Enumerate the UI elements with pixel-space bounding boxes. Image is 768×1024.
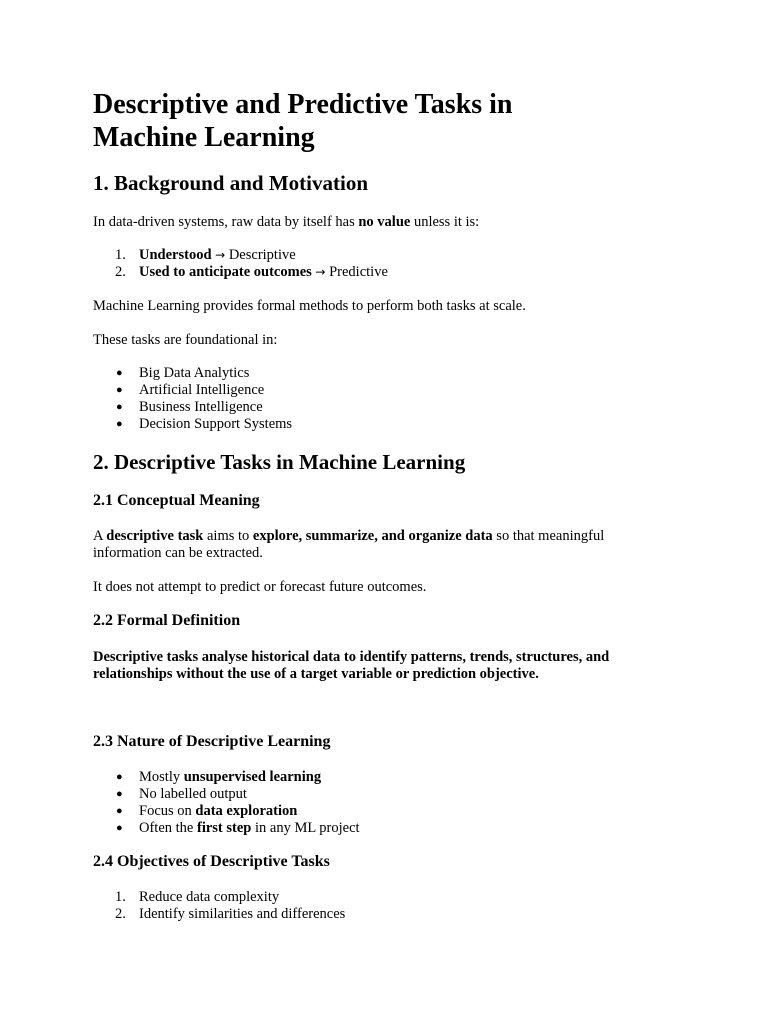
subsection-2-4-heading: 2.4 Objectives of Descriptive Tasks (93, 853, 330, 870)
para-bold: descriptive task (106, 528, 204, 544)
intro-bold: no value (358, 214, 411, 230)
formal-definition (93, 649, 609, 683)
definition-line-1: Descriptive tasks analyse historical data to identify patterns, trends, structures, and (93, 649, 610, 665)
intro-text-end: unless it is: (410, 214, 480, 230)
bullet-icon: ● (116, 401, 123, 413)
bullet-icon: ● (116, 788, 123, 800)
para-text: so that meaningful (492, 528, 605, 544)
subsection-2-3-heading: 2.3 Nature of Descriptive Learning (93, 733, 331, 750)
bullet-icon: ● (116, 805, 123, 817)
subsection-2-1-para-1 (93, 528, 604, 562)
section-1-para-2: Machine Learning provides formal methods to perform both tasks at scale. (93, 298, 526, 314)
section-1-heading: 1. Background and Motivation (93, 171, 368, 195)
section-1-para-3: These tasks are foundational in: (93, 332, 278, 348)
list-number: 1. (115, 889, 126, 905)
list-item-text: Mostly (139, 769, 184, 785)
list-item-text: Often the (139, 820, 197, 836)
title-line-2: Machine Learning (93, 122, 315, 153)
list-item-text: Decision Support Systems (139, 416, 293, 432)
arrow-icon: → (215, 248, 226, 262)
list-number: 1. (115, 247, 126, 263)
document-title (93, 88, 513, 154)
para-text: A (93, 528, 107, 544)
list-item-bold: Understood (139, 247, 212, 263)
bullet-icon: ● (116, 367, 123, 379)
subsection-2-2-heading: 2.2 Formal Definition (93, 612, 241, 629)
intro-text: In data-driven systems, raw data by itself has (93, 214, 359, 230)
para-bold: explore, summarize, and organize data (252, 528, 493, 544)
definition-line-2: relationships without the use of a target variable or prediction objective. (93, 666, 539, 682)
list-item-bold: Used to anticipate outcomes (139, 264, 312, 280)
list-item-text: in any ML project (251, 820, 360, 836)
list-item-text: Big Data Analytics (139, 365, 250, 381)
list-item-text: Identify similarities and differences (139, 906, 346, 922)
list-item-text: Artificial Intelligence (139, 382, 265, 398)
list-item-bold: data exploration (195, 803, 298, 819)
subsection-2-1-heading: 2.1 Conceptual Meaning (93, 492, 260, 509)
bullet-icon: ● (116, 418, 123, 430)
list-item-bold: first step (196, 820, 252, 836)
list-item-text: Predictive (329, 264, 388, 280)
list-number: 2. (115, 906, 126, 922)
bullet-icon: ● (116, 822, 123, 834)
list-item-text: Business Intelligence (139, 399, 263, 415)
list-item-text: Focus on (139, 803, 196, 819)
section-1-intro (93, 214, 479, 231)
section-2-heading: 2. Descriptive Tasks in Machine Learning (93, 450, 466, 474)
para-text: information can be extracted. (93, 545, 263, 561)
subsection-2-1-para-2: It does not attempt to predict or forecast future outcomes. (93, 579, 427, 595)
list-item-text: Descriptive (228, 247, 296, 263)
list-item-text: Reduce data complexity (139, 889, 280, 905)
bullet-icon: ● (116, 384, 123, 396)
title-line-1: Descriptive and Predictive Tasks in (93, 89, 513, 120)
arrow-icon: → (315, 265, 326, 279)
list-item-text: No labelled output (139, 786, 247, 802)
list-number: 2. (115, 264, 126, 280)
para-text: aims to (203, 528, 253, 544)
list-item-bold: unsupervised learning (183, 769, 322, 785)
bullet-icon: ● (116, 771, 123, 783)
